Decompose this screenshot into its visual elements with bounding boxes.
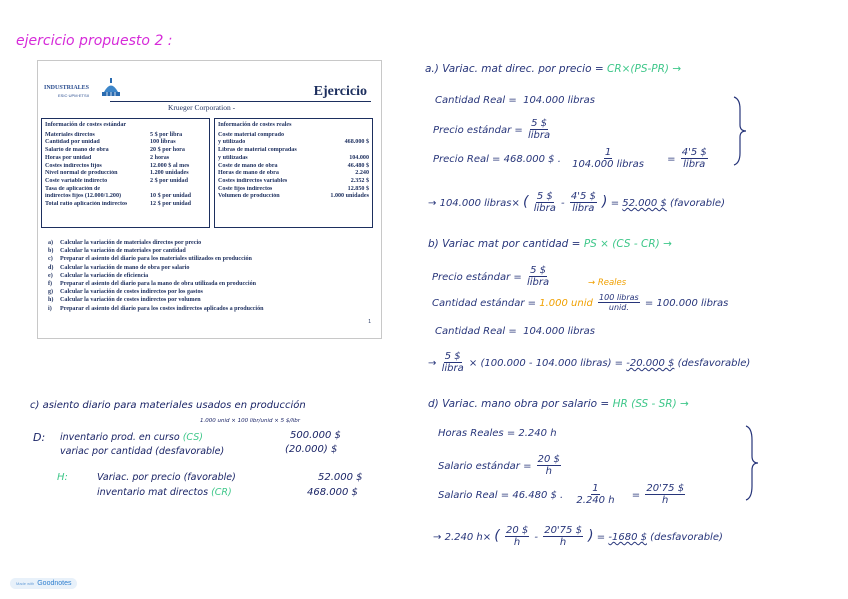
standard-costs-header: Información de costes estándar <box>45 122 127 128</box>
cost-value: 2.352 $ <box>350 177 369 184</box>
cost-row <box>45 193 206 201</box>
b-line2-units: 1.000 unid <box>539 298 593 309</box>
d-line1-value: 2.240 h <box>518 428 557 439</box>
c-debit1 <box>60 432 203 443</box>
badge-made-with: Made with <box>16 581 35 586</box>
a-result-note: (favorable) <box>669 198 725 209</box>
cost-label: Horas de mano de obra <box>218 170 279 177</box>
arrow-icon: → <box>428 358 437 369</box>
d-brace-icon <box>744 424 760 502</box>
c-credit2-label: inventario mat directos <box>97 487 209 498</box>
cost-value: 5 $ por libra <box>150 131 183 138</box>
b-line1-frac <box>527 266 549 288</box>
cost-label: y utilizado <box>218 139 246 146</box>
cost-label: Salario de mano de obra <box>45 147 109 154</box>
c-debit2-value: (20.000) $ <box>285 444 338 455</box>
paren-close: ) <box>588 528 594 544</box>
section-c-title: c) asiento diario para materiales usados en producción <box>30 400 306 411</box>
question-item <box>48 280 264 288</box>
b-line3 <box>435 326 595 337</box>
cost-value: 1.200 unidades <box>150 170 189 177</box>
frac-den: libra <box>683 159 706 170</box>
cost-value: 104.000 <box>349 154 369 161</box>
question-key: d) <box>48 264 54 271</box>
cost-row <box>45 163 206 171</box>
equals-sign: = <box>596 532 606 543</box>
d-result-value: -1680 $ <box>608 532 647 543</box>
frac-den: libra <box>526 277 550 288</box>
frac-den: libra <box>572 203 595 214</box>
d-line3-amount: 46.480 $ . <box>512 490 564 501</box>
university-logo <box>44 75 128 103</box>
equals-sign: = <box>667 154 676 165</box>
a-result-frac1 <box>534 192 556 214</box>
slide-title: Ejercicio <box>313 84 367 99</box>
a-line2-frac <box>528 119 550 141</box>
a-line1-value: 104.000 libras <box>523 95 595 106</box>
cost-row <box>218 170 369 178</box>
question-key: f) <box>48 281 53 288</box>
a-brace-icon <box>732 95 748 167</box>
cost-value: 2 $ por unidad <box>150 177 188 184</box>
cost-row <box>218 193 369 201</box>
question-item <box>48 296 264 304</box>
cost-value: 2.240 <box>355 170 369 177</box>
cost-label: indirectos fijos (12.000/1.200) <box>45 193 122 200</box>
frac-den: h <box>545 466 552 477</box>
cost-label: Coste variable indirecto <box>45 177 108 184</box>
dome-icon <box>100 77 122 97</box>
a-result-frac2 <box>570 192 597 214</box>
c-credit-label: H: <box>57 472 68 483</box>
c-credit2-value: 468.000 $ <box>307 487 358 498</box>
page-heading: ejercicio propuesto 2 : <box>16 33 173 49</box>
section-d-title <box>428 398 689 410</box>
paren-open: ( <box>523 194 529 210</box>
d-line1 <box>438 428 557 439</box>
c-credit2 <box>97 487 232 498</box>
a-line3-amount: 468.000 $ . <box>503 154 561 165</box>
question-text: Preparar el asiento del diario para los materiales utilizados en producción <box>60 256 252 263</box>
c-debit1-label: inventario prod. en curso <box>60 432 180 443</box>
question-key: c) <box>48 256 53 263</box>
c-annotation: 1.000 unid × 100 libr/unid × 5 $/libr <box>200 418 301 424</box>
frac-num: 5 $ <box>530 265 546 276</box>
exercise-slide <box>37 60 382 339</box>
frac-den: h <box>662 495 669 506</box>
frac-num: 1 <box>604 147 612 158</box>
b-result-note: (desfavorable) <box>677 358 751 369</box>
question-text: Calcular la variación de materiales por cantidad <box>60 248 186 255</box>
d-result-qty: 2.240 h× <box>444 532 492 543</box>
question-text: Calcular la variación de costes indirectos por los gastos <box>60 289 203 296</box>
a-line1 <box>435 95 595 106</box>
section-d-title-text: d) Variac. mano obra por salario = <box>428 398 610 410</box>
b-result-expression: × (100.000 - 104.000 libras) = <box>468 358 624 369</box>
c-credit1-value: 52.000 $ <box>318 472 363 483</box>
d-line2-frac <box>537 455 561 477</box>
d-result-frac2 <box>543 526 583 548</box>
cost-value: 1.000 unidades <box>330 193 369 200</box>
question-key: i) <box>48 305 52 312</box>
d-line1-label: Horas Reales = <box>438 428 516 439</box>
frac-num: 5 $ <box>444 351 461 362</box>
cost-row <box>45 178 206 186</box>
cost-row <box>218 186 369 194</box>
question-key: h) <box>48 297 54 304</box>
a-line2 <box>433 119 552 141</box>
c-debit-label: D: <box>33 431 46 444</box>
question-item <box>48 264 264 272</box>
c-credit1: Variac. por precio (favorable) <box>97 472 236 483</box>
equals-sign: = <box>631 490 641 501</box>
real-costs-box <box>214 118 373 228</box>
cost-row <box>218 139 369 147</box>
minus-sign: - <box>534 532 539 543</box>
cost-row <box>45 147 206 155</box>
a-result-qty: 104.000 libras× <box>439 198 520 209</box>
cost-value: 12 $ por unidad <box>150 201 192 208</box>
question-text: Calcular la variación de materiales directos por precio <box>60 240 202 246</box>
b-line2-label: Cantidad estándar = <box>432 298 537 309</box>
section-a-formula: CR×(PS-PR) → <box>606 63 682 75</box>
b-reales-note: → Reales <box>588 278 627 288</box>
cost-row <box>218 178 369 186</box>
company-name: Krueger Corporation - <box>168 103 236 112</box>
frac-num: 100 libras <box>599 293 639 302</box>
frac-num: 20'75 $ <box>646 483 685 494</box>
cost-row <box>218 163 369 171</box>
question-item <box>48 255 264 263</box>
real-costs-header: Información de costes reales <box>218 122 292 128</box>
section-b-title <box>428 238 672 250</box>
cost-value: 12.850 $ <box>347 185 369 192</box>
frac-den: 104.000 libras <box>572 159 644 170</box>
frac-num: 5 $ <box>536 191 553 202</box>
frac-den: unid. <box>608 303 629 312</box>
b-line2-frac <box>598 294 640 312</box>
cost-value: 468.000 $ <box>344 139 369 146</box>
cost-label: Coste de mano de obra <box>218 162 278 169</box>
cost-label: Tasa de aplicación de <box>45 185 101 192</box>
paren-open: ( <box>494 528 500 544</box>
section-d-formula: HR (SS - SR) → <box>612 398 689 410</box>
question-text: Preparar el asiento del diario para la mano de obra utilizada en producción <box>60 281 257 288</box>
d-line3-frac2 <box>645 484 685 506</box>
cost-label: Horas por unidad <box>45 154 92 161</box>
frac-num: 5 $ <box>531 118 547 129</box>
a-result-value: 52.000 $ <box>622 198 667 209</box>
cost-label: Nivel normal de producción <box>45 170 118 177</box>
question-text: Calcular la variación de costes indirectos por volumen <box>60 297 201 304</box>
question-item <box>48 272 264 280</box>
cost-row <box>45 155 206 163</box>
question-item <box>48 288 264 296</box>
d-result-note: (desfavorable) <box>650 532 723 543</box>
minus-sign: - <box>561 198 565 209</box>
frac-den: h <box>559 537 567 548</box>
frac-num: 4'5 $ <box>570 191 596 202</box>
cost-value: 2 horas <box>150 154 170 161</box>
b-line2 <box>432 294 728 312</box>
b-result-value: -20.000 $ <box>626 358 675 369</box>
arrow-icon: → <box>428 198 437 209</box>
question-text: Calcular la variación de eficiencia <box>60 272 149 279</box>
b-line1 <box>432 266 551 288</box>
d-line3-frac <box>576 484 614 506</box>
b-line1-label: Precio estándar = <box>432 272 522 283</box>
d-line3-label: Salario Real = <box>438 490 510 501</box>
a-line2-label: Precio estándar = <box>433 125 523 136</box>
cost-row <box>45 139 206 147</box>
frac-den: 2.240 h <box>576 495 615 506</box>
equals-sign: = <box>610 198 620 209</box>
cost-row <box>218 147 369 155</box>
b-line3-label: Cantidad Real = <box>435 326 517 337</box>
cost-row <box>45 132 206 140</box>
logo-text: INDUSTRIALES <box>44 85 90 91</box>
frac-num: 1 <box>592 483 599 494</box>
a-line3 <box>433 148 710 170</box>
badge-brand: Goodnotes <box>37 580 72 587</box>
cost-label: Costes indirectos fijos <box>45 162 102 169</box>
question-key: a) <box>48 240 54 246</box>
cost-label: y utilizadas <box>218 154 248 161</box>
paren-close: ) <box>602 194 608 210</box>
a-line3-frac2 <box>681 148 708 170</box>
frac-den: libra <box>533 203 556 214</box>
b-result-frac <box>442 352 464 374</box>
c-debit2: variac por cantidad (desfavorable) <box>60 446 225 457</box>
c-debit1-value: 500.000 $ <box>290 430 341 441</box>
cost-value: 12.000 $ al mes <box>150 162 190 169</box>
question-text: Preparar el asiento del diario para los costes indirectos aplicados a producción <box>60 305 264 312</box>
arrow-icon: → <box>433 532 442 543</box>
logo-subtext: ESIC·UPM·ETSII <box>58 93 89 98</box>
frac-num: 4'5 $ <box>681 147 707 158</box>
cost-label: Coste material comprado <box>218 131 284 138</box>
frac-num: 20'75 $ <box>544 525 582 536</box>
d-result <box>433 526 723 548</box>
cost-value: 10 $ por unidad <box>150 193 192 200</box>
cost-value: 20 $ por hora <box>150 147 185 154</box>
cost-value: 100 libras <box>150 139 176 146</box>
standard-costs-box <box>41 118 210 228</box>
b-line2-result: = 100.000 libras <box>644 298 729 309</box>
frac-den: libra <box>527 130 551 141</box>
d-line2-label: Salario estándar = <box>438 461 532 472</box>
cost-row <box>45 170 206 178</box>
frac-num: 20 $ <box>505 525 529 536</box>
c-debit1-tag: (CS) <box>182 432 203 443</box>
a-line3-frac <box>572 148 644 170</box>
a-line1-label: Cantidad Real = <box>435 95 517 106</box>
d-result-frac1 <box>505 526 529 548</box>
cost-label: Costes indirectos variables <box>218 177 288 184</box>
cost-label: Cantidad por unidad <box>45 139 100 146</box>
b-result <box>428 352 750 374</box>
cost-row <box>218 155 369 163</box>
question-text: Calcular la variación de mano de obra por salario <box>60 264 190 271</box>
section-a-title <box>425 63 681 75</box>
section-a-title-text: a.) Variac. mat direc. por precio = <box>425 63 604 75</box>
a-line3-label: Precio Real = <box>433 154 501 165</box>
question-item <box>48 305 264 313</box>
question-item <box>48 239 264 247</box>
title-divider <box>110 101 371 102</box>
question-key: e) <box>48 272 53 279</box>
question-item <box>48 247 264 255</box>
frac-den: libra <box>441 363 464 374</box>
questions-list <box>48 239 264 313</box>
d-line2 <box>438 455 563 477</box>
cost-label: Total ratio aplicación indirectos <box>45 201 128 208</box>
b-line3-value: 104.000 libras <box>523 326 595 337</box>
cost-label: Libras de material compradas <box>218 147 297 154</box>
page-number: 1 <box>368 319 371 325</box>
c-credit2-tag: (CR) <box>211 487 232 498</box>
section-b-title-text: b) Variac mat por cantidad = <box>428 238 581 250</box>
frac-den: h <box>513 537 521 548</box>
cost-row <box>45 201 206 209</box>
cost-label: Materiales directos <box>45 131 95 138</box>
frac-num: 20 $ <box>537 454 560 465</box>
question-key: b) <box>48 248 54 255</box>
question-key: g) <box>48 289 54 296</box>
a-result <box>428 192 725 214</box>
cost-value: 46.480 $ <box>347 162 369 169</box>
cost-label: Coste fijos indirectos <box>218 185 273 192</box>
cost-label: Volumen de producción <box>218 193 280 200</box>
section-b-formula: PS × (CS - CR) → <box>583 238 672 250</box>
goodnotes-badge[interactable] <box>10 578 77 589</box>
d-line3 <box>438 484 687 506</box>
